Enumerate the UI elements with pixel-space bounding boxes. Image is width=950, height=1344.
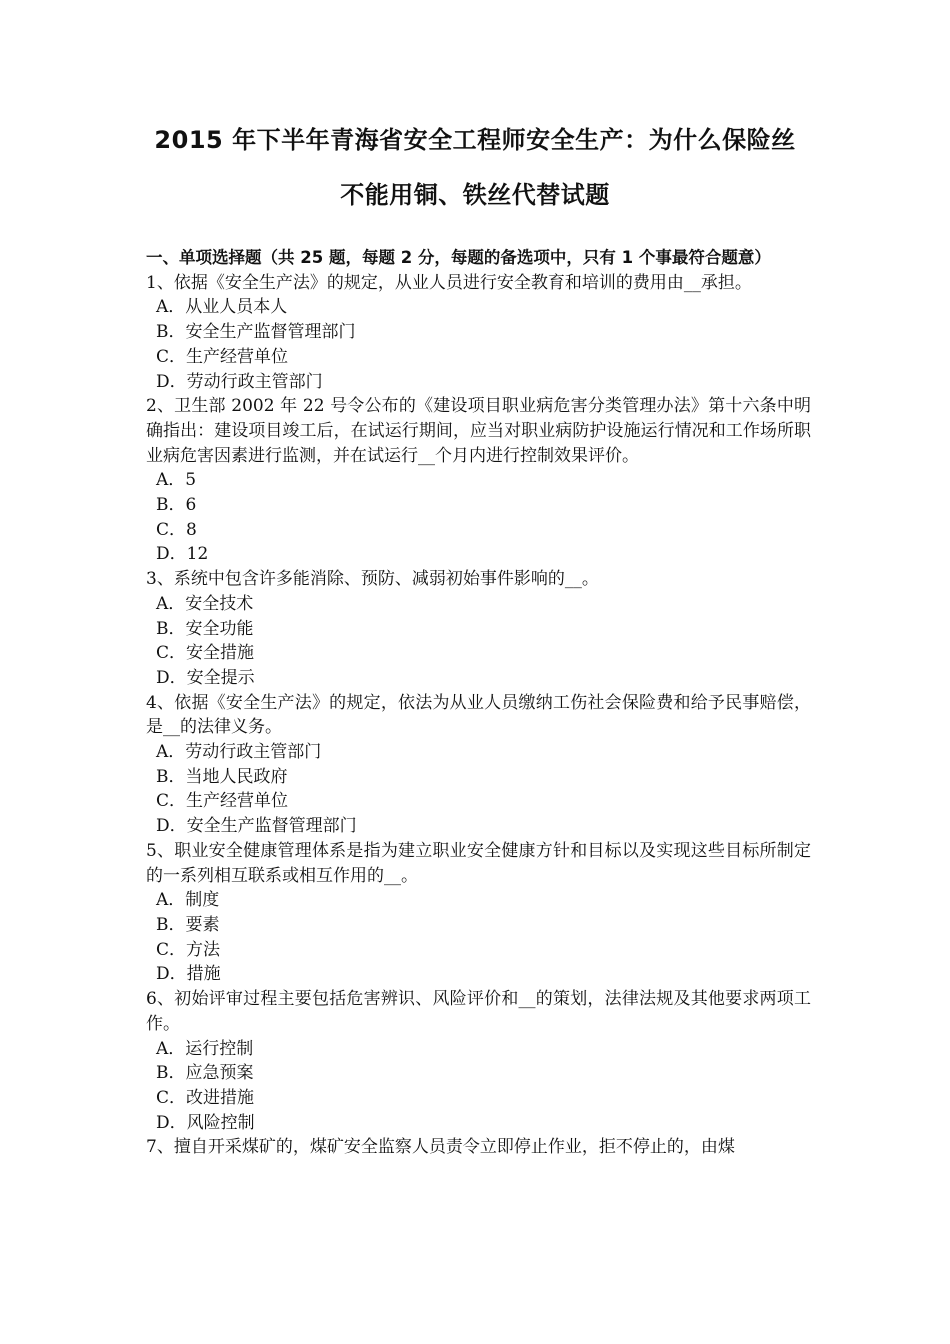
question-5 — [146, 839, 811, 987]
option-c: C．方法 — [156, 939, 221, 960]
question-stem: 4、依据《安全生产法》的规定，依法为从业人员缴纳工伤社会保险费和给予民事赔偿，是__的法律义务。 — [146, 692, 811, 738]
option-a: A．运行控制 — [156, 1038, 254, 1059]
document-title-line-2: 不能用铜、铁丝代替试题 — [340, 181, 610, 209]
option-d: D．安全提示 — [156, 667, 255, 688]
option-b: B．应急预案 — [156, 1063, 254, 1084]
option-c: C．生产经营单位 — [156, 791, 289, 812]
option-d: D．措施 — [156, 964, 221, 985]
option-c: C．8 — [156, 519, 197, 540]
question-stem: 7、擅自开采煤矿的，煤矿安全监察人员责令立即停止作业，拒不停止的，由煤 — [146, 1137, 735, 1158]
question-stem: 5、职业安全健康管理体系是指为建立职业安全健康方针和目标以及实现这些目标所制定的一系列相互联系或相互作用的__。 — [146, 840, 811, 886]
option-d: D．劳动行政主管部门 — [156, 371, 323, 392]
question-3 — [146, 567, 811, 691]
question-4 — [146, 691, 811, 839]
option-c: C．生产经营单位 — [156, 346, 289, 367]
option-d: D．安全生产监督管理部门 — [156, 816, 357, 837]
option-a: A．安全技术 — [156, 593, 254, 614]
option-b: B．安全功能 — [156, 618, 254, 639]
option-c: C．改进措施 — [156, 1087, 255, 1108]
document-title-line-1: 2015 年下半年青海省安全工程师安全生产：为什么保险丝 — [154, 126, 796, 154]
question-7 — [146, 1135, 811, 1160]
option-b: B．安全生产监督管理部门 — [156, 322, 356, 343]
option-b: B．6 — [156, 495, 197, 516]
option-a: A．劳动行政主管部门 — [156, 742, 322, 763]
question-1 — [146, 271, 811, 395]
option-b: B．当地人民政府 — [156, 766, 288, 787]
option-a: A．5 — [156, 470, 197, 491]
question-stem: 6、初始评审过程主要包括危害辨识、风险评价和__的策划，法律法规及其他要求两项工作。 — [146, 989, 811, 1034]
option-d: D．风险控制 — [156, 1112, 255, 1133]
section-heading: 一、单项选择题（共 25 题，每题 2 分，每题的备选项中，只有 1 个事最符合题意） — [146, 248, 771, 267]
question-2 — [146, 394, 811, 567]
option-a: A．从业人员本人 — [156, 297, 288, 318]
option-d: D．12 — [156, 544, 209, 565]
document-body — [146, 246, 811, 1160]
question-stem: 1、依据《安全生产法》的规定，从业人员进行安全教育和培训的费用由__承担。 — [146, 272, 752, 293]
question-stem: 3、系统中包含许多能消除、预防、减弱初始事件影响的__。 — [146, 569, 599, 590]
option-a: A．制度 — [156, 890, 220, 911]
option-b: B．要素 — [156, 914, 220, 935]
question-stem: 2、卫生部 2002 年 22 号令公布的《建设项目职业病危害分类管理办法》第十六条中明确指出：建设项目竣工后，在试运行期间，应当对职业病防护设施运行情况和工作场所职业病危害因素进行监测，并在试运行__个月内进行控制效果评价。 — [146, 396, 811, 466]
question-6 — [146, 987, 811, 1135]
option-c: C．安全措施 — [156, 643, 255, 664]
